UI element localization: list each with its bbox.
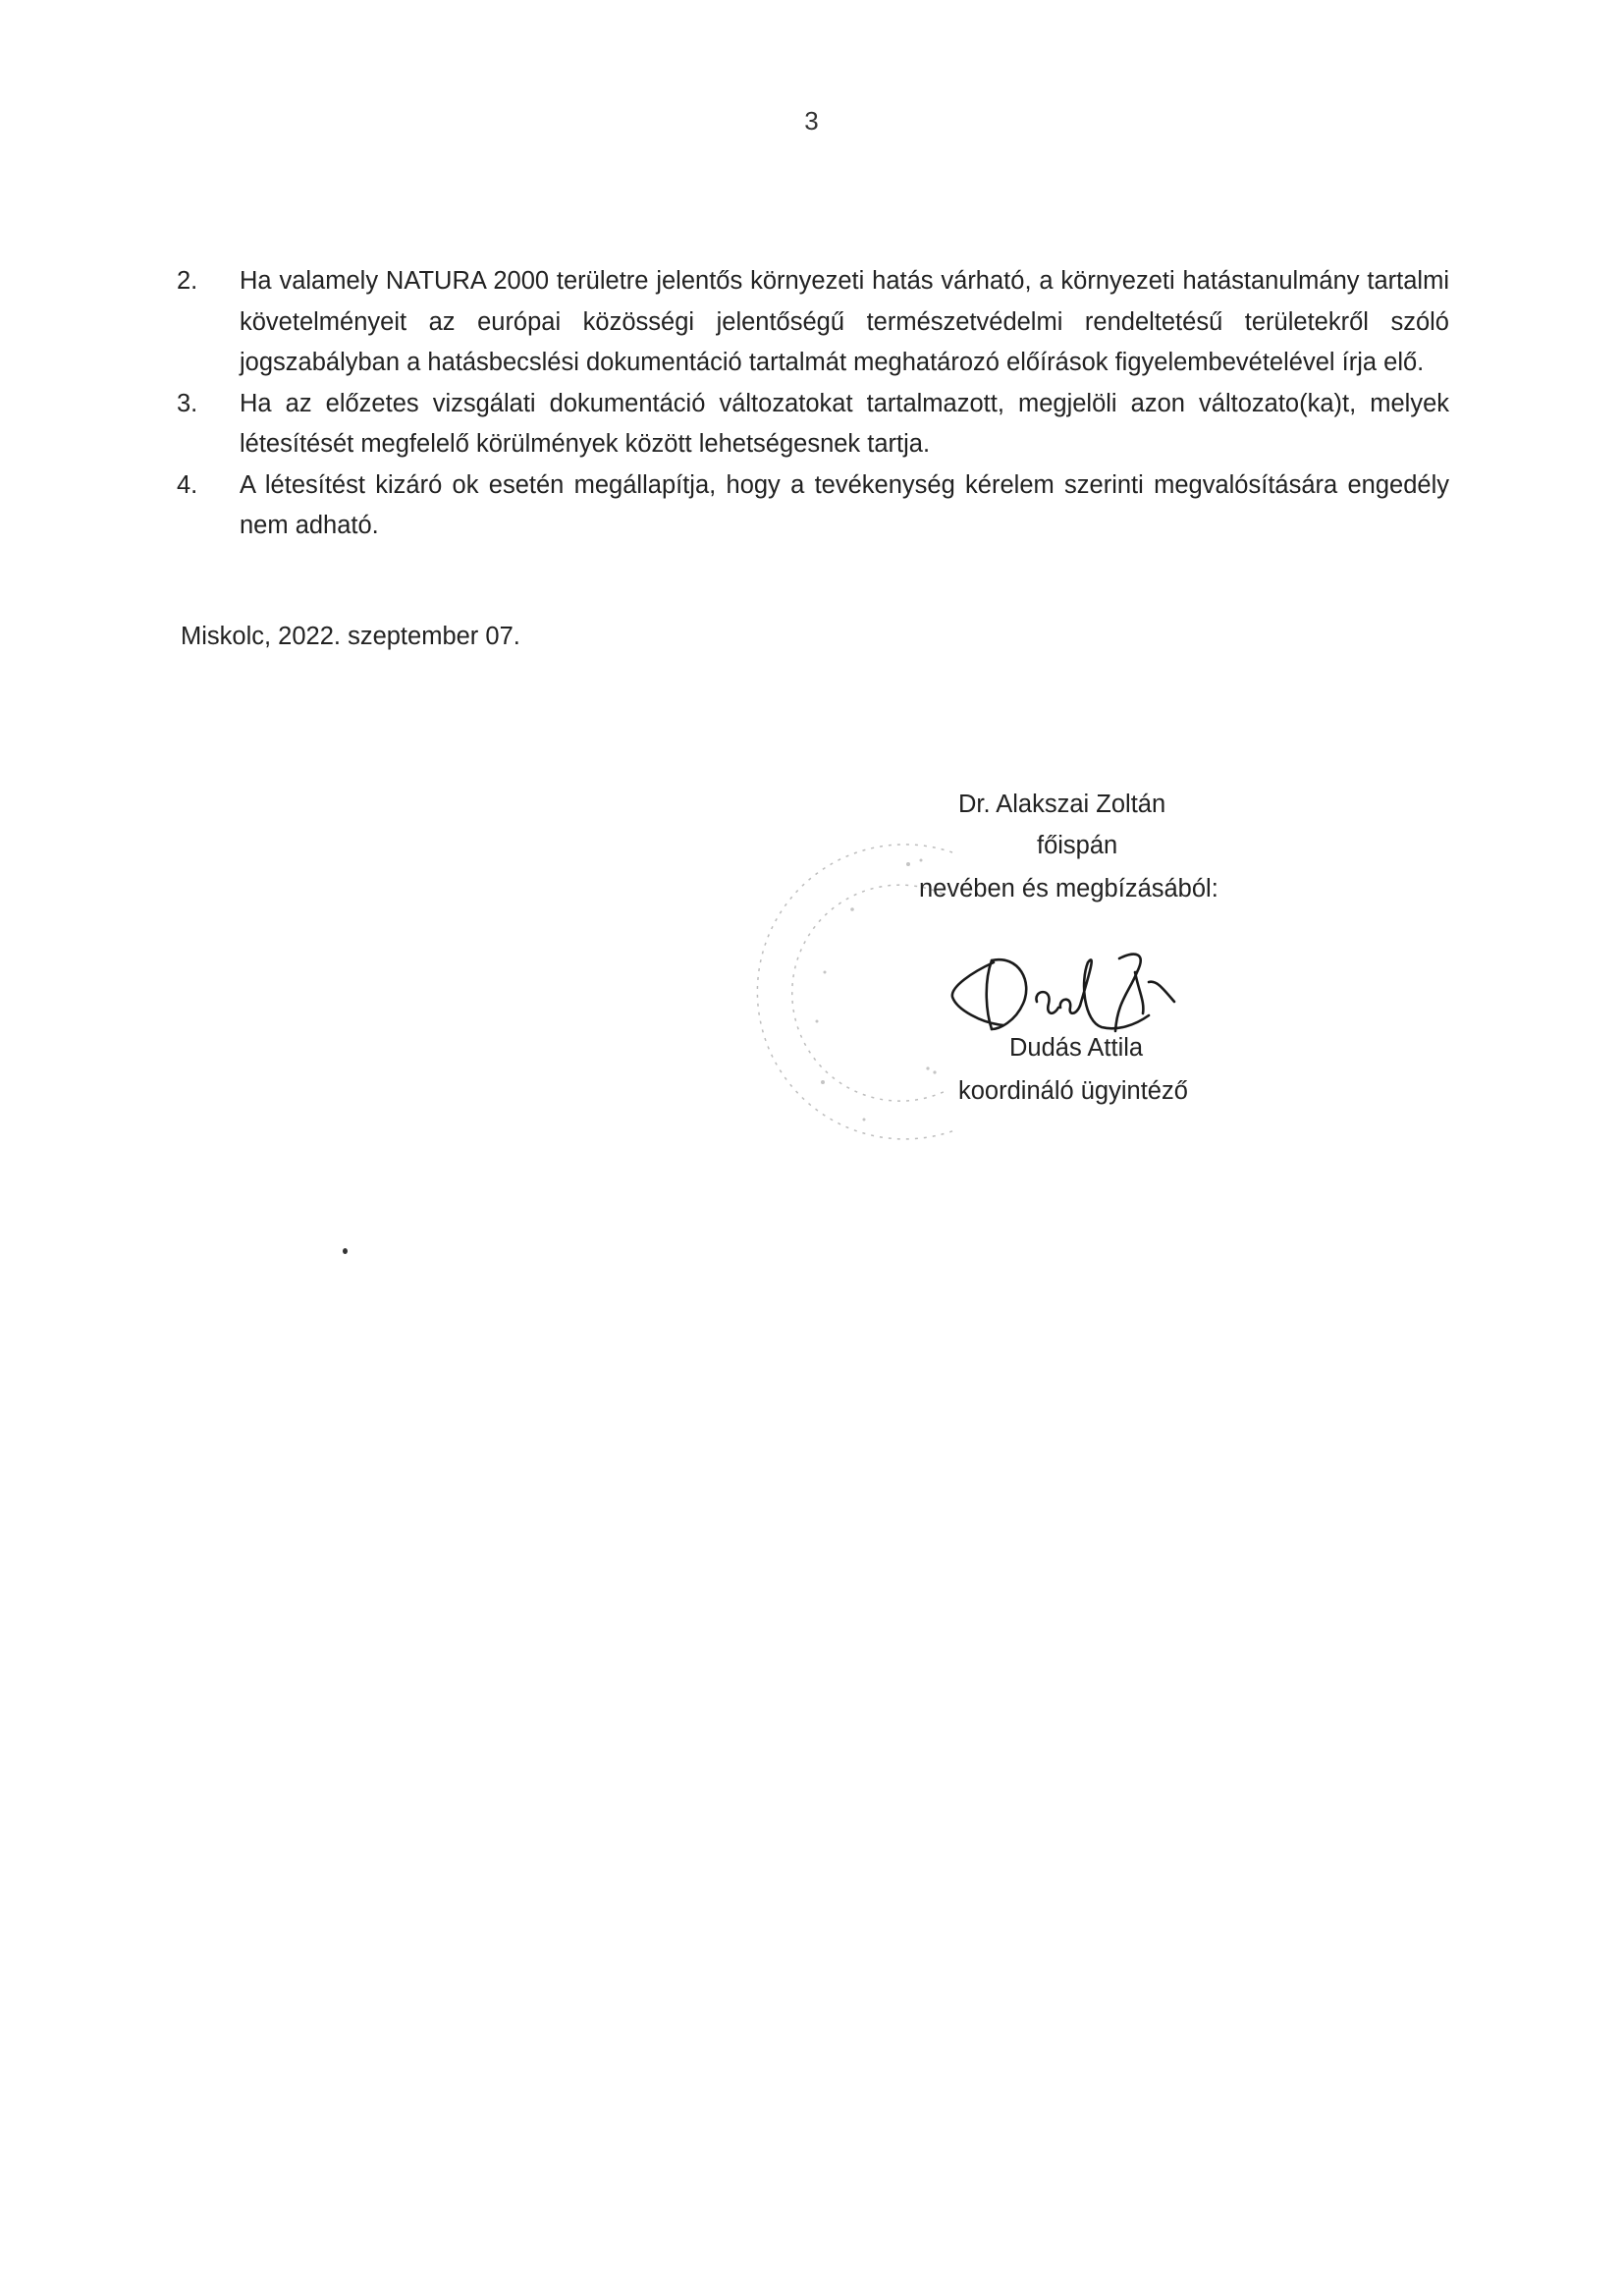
official-name: Dr. Alakszai Zoltán <box>958 791 1166 818</box>
signer-name: Dudás Attila <box>1009 1034 1144 1062</box>
provision-list <box>177 261 1449 547</box>
scan-speck <box>343 1248 348 1254</box>
list-item <box>177 465 1449 547</box>
signer-title: koordináló ügyintéző <box>958 1077 1188 1105</box>
place-date: Miskolc, 2022. szeptember 07. <box>181 623 520 650</box>
official-title: főispán <box>1037 832 1118 859</box>
list-item-number: 3. <box>177 389 198 417</box>
list-item-number: 4. <box>177 470 198 499</box>
list-item-text: Ha valamely NATURA 2000 területre jelentős környezeti hatás várható, a környezeti hatástanulmány tartalmi követelményeit az európai közösségi jelentőségű természetvédelmi rendeltetésű területekről szóló jogszabályban a hatásbecslési dokumentáció tartalmát meghatározó előírások figyelembevételével írja elő. <box>240 267 1449 376</box>
list-item <box>177 261 1449 384</box>
list-item-text: Ha az előzetes vizsgálati dokumentáció változatokat tartalmazott, megjelöli azon változato(ka)t, melyek létesítését megfelelő körülmények között lehetségesnek tartja. <box>240 389 1449 458</box>
list-item <box>177 384 1449 465</box>
on-behalf-text: nevében és megbízásából: <box>919 875 1218 902</box>
list-item-number: 2. <box>177 267 198 295</box>
list-item-text: A létesítést kizáró ok esetén megállapítja, hogy a tevékenység kérelem szerinti megvalósítására engedély nem adható. <box>240 470 1449 539</box>
page-number: 3 <box>804 106 819 136</box>
